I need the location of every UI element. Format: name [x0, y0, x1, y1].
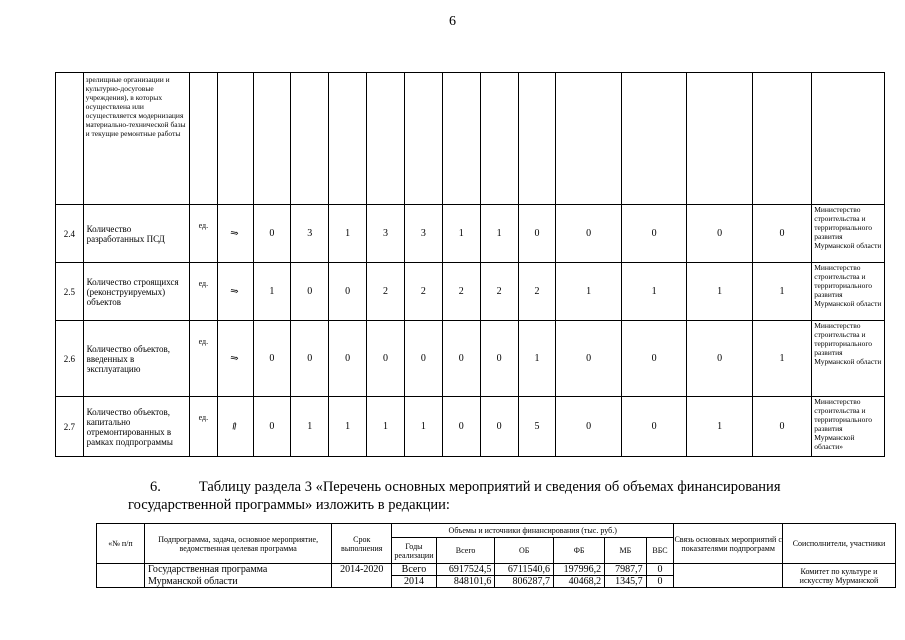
indicators-table [55, 72, 885, 457]
table-row: 2.4 Количество разработанных ПСД ед. ⇘ 0 3 1 3 3 1 1 0 0 0 0 0 Министерство строительства и территориального развития Мурманской области [56, 205, 885, 263]
header-num: «№ п/п [97, 524, 145, 564]
header-name: Подпрограмма, задача, основное мероприятие, ведомственная целевая программа [144, 524, 331, 564]
table-row: 2.7 Количество объектов, капитально отремонтированных в рамках подпрограммы ед. ⇗ 0 1 1 1 1 0 0 5 0 0 1 0 Министерство строительства и территориального развития Мурманской области» [56, 397, 885, 457]
header-mb: МБ [605, 538, 647, 564]
section-text-line2: государственной программы» изложить в редакции: [128, 497, 450, 513]
section-6-text [128, 478, 870, 514]
header-term: Срок выполнения [332, 524, 392, 564]
section-text-line1: Таблицу раздела 3 «Перечень основных мероприятий и сведения об объемах финансирования [198, 479, 781, 495]
program-term: 2014-2020 [332, 564, 392, 576]
program-name-line1: Государственная программа [144, 564, 331, 576]
table-row: Мурманской области 2014 848101,6 806287,7 40468,2 1345,7 0 [97, 576, 896, 588]
table-row: Государственная программа 2014-2020 Всего 6917524,5 6711540,6 197996,2 7987,7 0 Комитет по культуре и искусству Мурманской [97, 564, 896, 576]
trend-arrow-icon: ⇘ [228, 351, 242, 366]
header-link: Связь основных мероприятий с показателями подпрограмм [674, 524, 783, 564]
page-number: 6 [449, 14, 456, 29]
coexecutor: Комитет по культуре и искусству Мурманской [782, 564, 895, 588]
trend-arrow-icon: ⇗ [228, 419, 242, 434]
continuation-text: зрелищные организации и культурно-досуговые учреждения), в которых осуществлена или осуществляется модернизация материально-технической базы и текущие ремонтные работы [83, 73, 189, 205]
table-row [56, 73, 885, 205]
header-total: Всего [436, 538, 495, 564]
header-years: Годы реализации [392, 538, 437, 564]
header-funding: Объемы и источники финансирования (тыс. руб.) [392, 524, 674, 538]
trend-arrow-icon: ⇘ [228, 284, 242, 299]
section-number: 6. [150, 479, 161, 495]
funding-table [96, 523, 896, 588]
header-coexec: Соисполнители, участники [782, 524, 895, 564]
program-name-line2: Мурманской области [144, 576, 331, 588]
header-ob: ОБ [495, 538, 554, 564]
table-row: 2.6 Количество объектов, введенных в эксплуатацию ед. ⇘ 0 0 0 0 0 0 0 1 0 0 0 1 Министерство строительства и территориального развития Мурманской области [56, 321, 885, 397]
table-row: 2.5 Количество строящихся (реконструируемых) объектов ед. ⇘ 1 0 0 2 2 2 2 2 1 1 1 1 Министерство строительства и территориального развития Мурманской области [56, 263, 885, 321]
header-fb: ФБ [553, 538, 604, 564]
trend-arrow-icon: ⇘ [228, 226, 242, 241]
header-vbs: ВБС [646, 538, 674, 564]
